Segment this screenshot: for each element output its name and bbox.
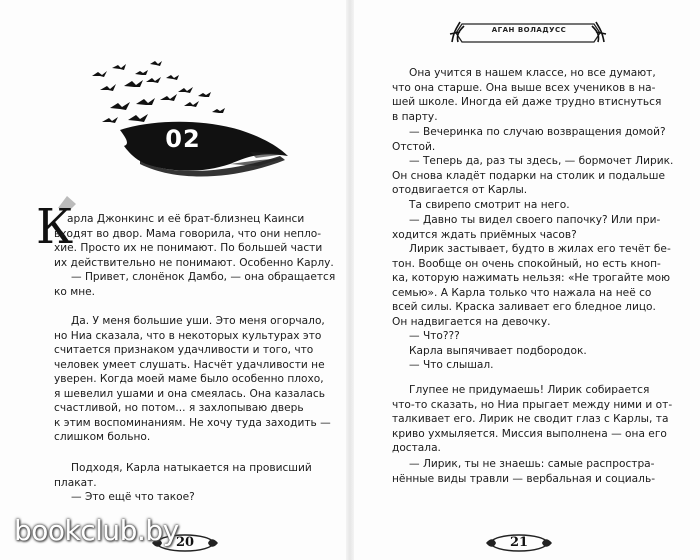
paragraph-9: — Что слышал. (409, 359, 494, 371)
paragraph-7: — Что??? (409, 330, 460, 342)
paragraph-1: Она учится в нашем классе, но все думают, что она старше. Она выше всех учеников в на- шей школе. Иногда ей даже трудно втиснуться в парту. (392, 67, 662, 123)
paragraph-3: Да. У меня большие уши. Это меня огорчало, но Ниа сказала, что в некоторых культурах это считается признаком удачливости и того, что человек умеет слушать. Насчёт удачливости не уверен. Когда моей маме было особенно плохо, я шевелил ушами и она смеялась. Она казалась счастливой, но потом... я захлопываю дверь к этим воспоминаниям. Не хочу туда заходить — слишком больно. (54, 315, 331, 443)
paragraph-4: Та свирепо смотрит на него. (409, 199, 570, 211)
paragraph-2: — Вечеринка по случаю возвращения домой? Отстой. (392, 126, 666, 153)
drop-cap: К (36, 199, 74, 255)
watermark: bookclub.by (14, 514, 179, 547)
paragraph-11: — Лирик, ты не знаешь: самые распростра- нённые виды травли — вербальная и социаль- (392, 458, 656, 485)
right-page (354, 0, 700, 560)
paragraph-3: — Теперь да, раз ты здесь, — бормочет Лирик. Он снова кладёт подарки на столик и подальше отодвигается от Карлы. (392, 155, 674, 196)
paragraph-6: Лирик застывает, будто в жилах его течёт бе- тон. Вообще он очень спокойный, но есть кноп- ка, которую нажимать нельзя: «Не трогайте мою семью». А Карла только что нажала на неё со всей силы. Краска заливает его бледное лицо. Он надвигается на девочку. (392, 243, 671, 328)
paragraph-8: Карла выпячивает подбородок. (409, 345, 587, 357)
running-title: АГАН ВОЛАДУСС (491, 26, 567, 34)
paragraph-1: арла Джонкинс и её брат-близнец Каинси входят во двор. Мама говорила, что они непло- хие. Просто их не понимают. По большей части их действительно не понимают. Особенно Карлу. (54, 213, 334, 269)
book-gutter (346, 0, 354, 560)
paragraph-2: — Привет, слонёнок Дамбо, — она обращается ко мне. (54, 271, 336, 298)
paragraph-10: Глупее не придумаешь! Лирик собирается что-то сказать, но Ниа прыгает между ними и от- талкивает его. Лирик не сводит глаз с Карлы, та криво ухмыляется. Миссия выполнена — она его достала. (392, 384, 673, 454)
paragraph-5: — Давно ты видел своего папочку? Или при- ходится ждать приёмных часов? (392, 214, 661, 241)
paragraph-5: — Это ещё что такое? (71, 491, 195, 503)
page-number-right-text: 21 (509, 535, 529, 550)
page-number-left-text: 20 (175, 535, 195, 550)
page-number-right (494, 532, 544, 554)
left-page (0, 0, 346, 560)
chapter-number: 02 (165, 125, 201, 153)
paragraph-4: Подходя, Карла натыкается на провисший плакат. (54, 462, 312, 489)
